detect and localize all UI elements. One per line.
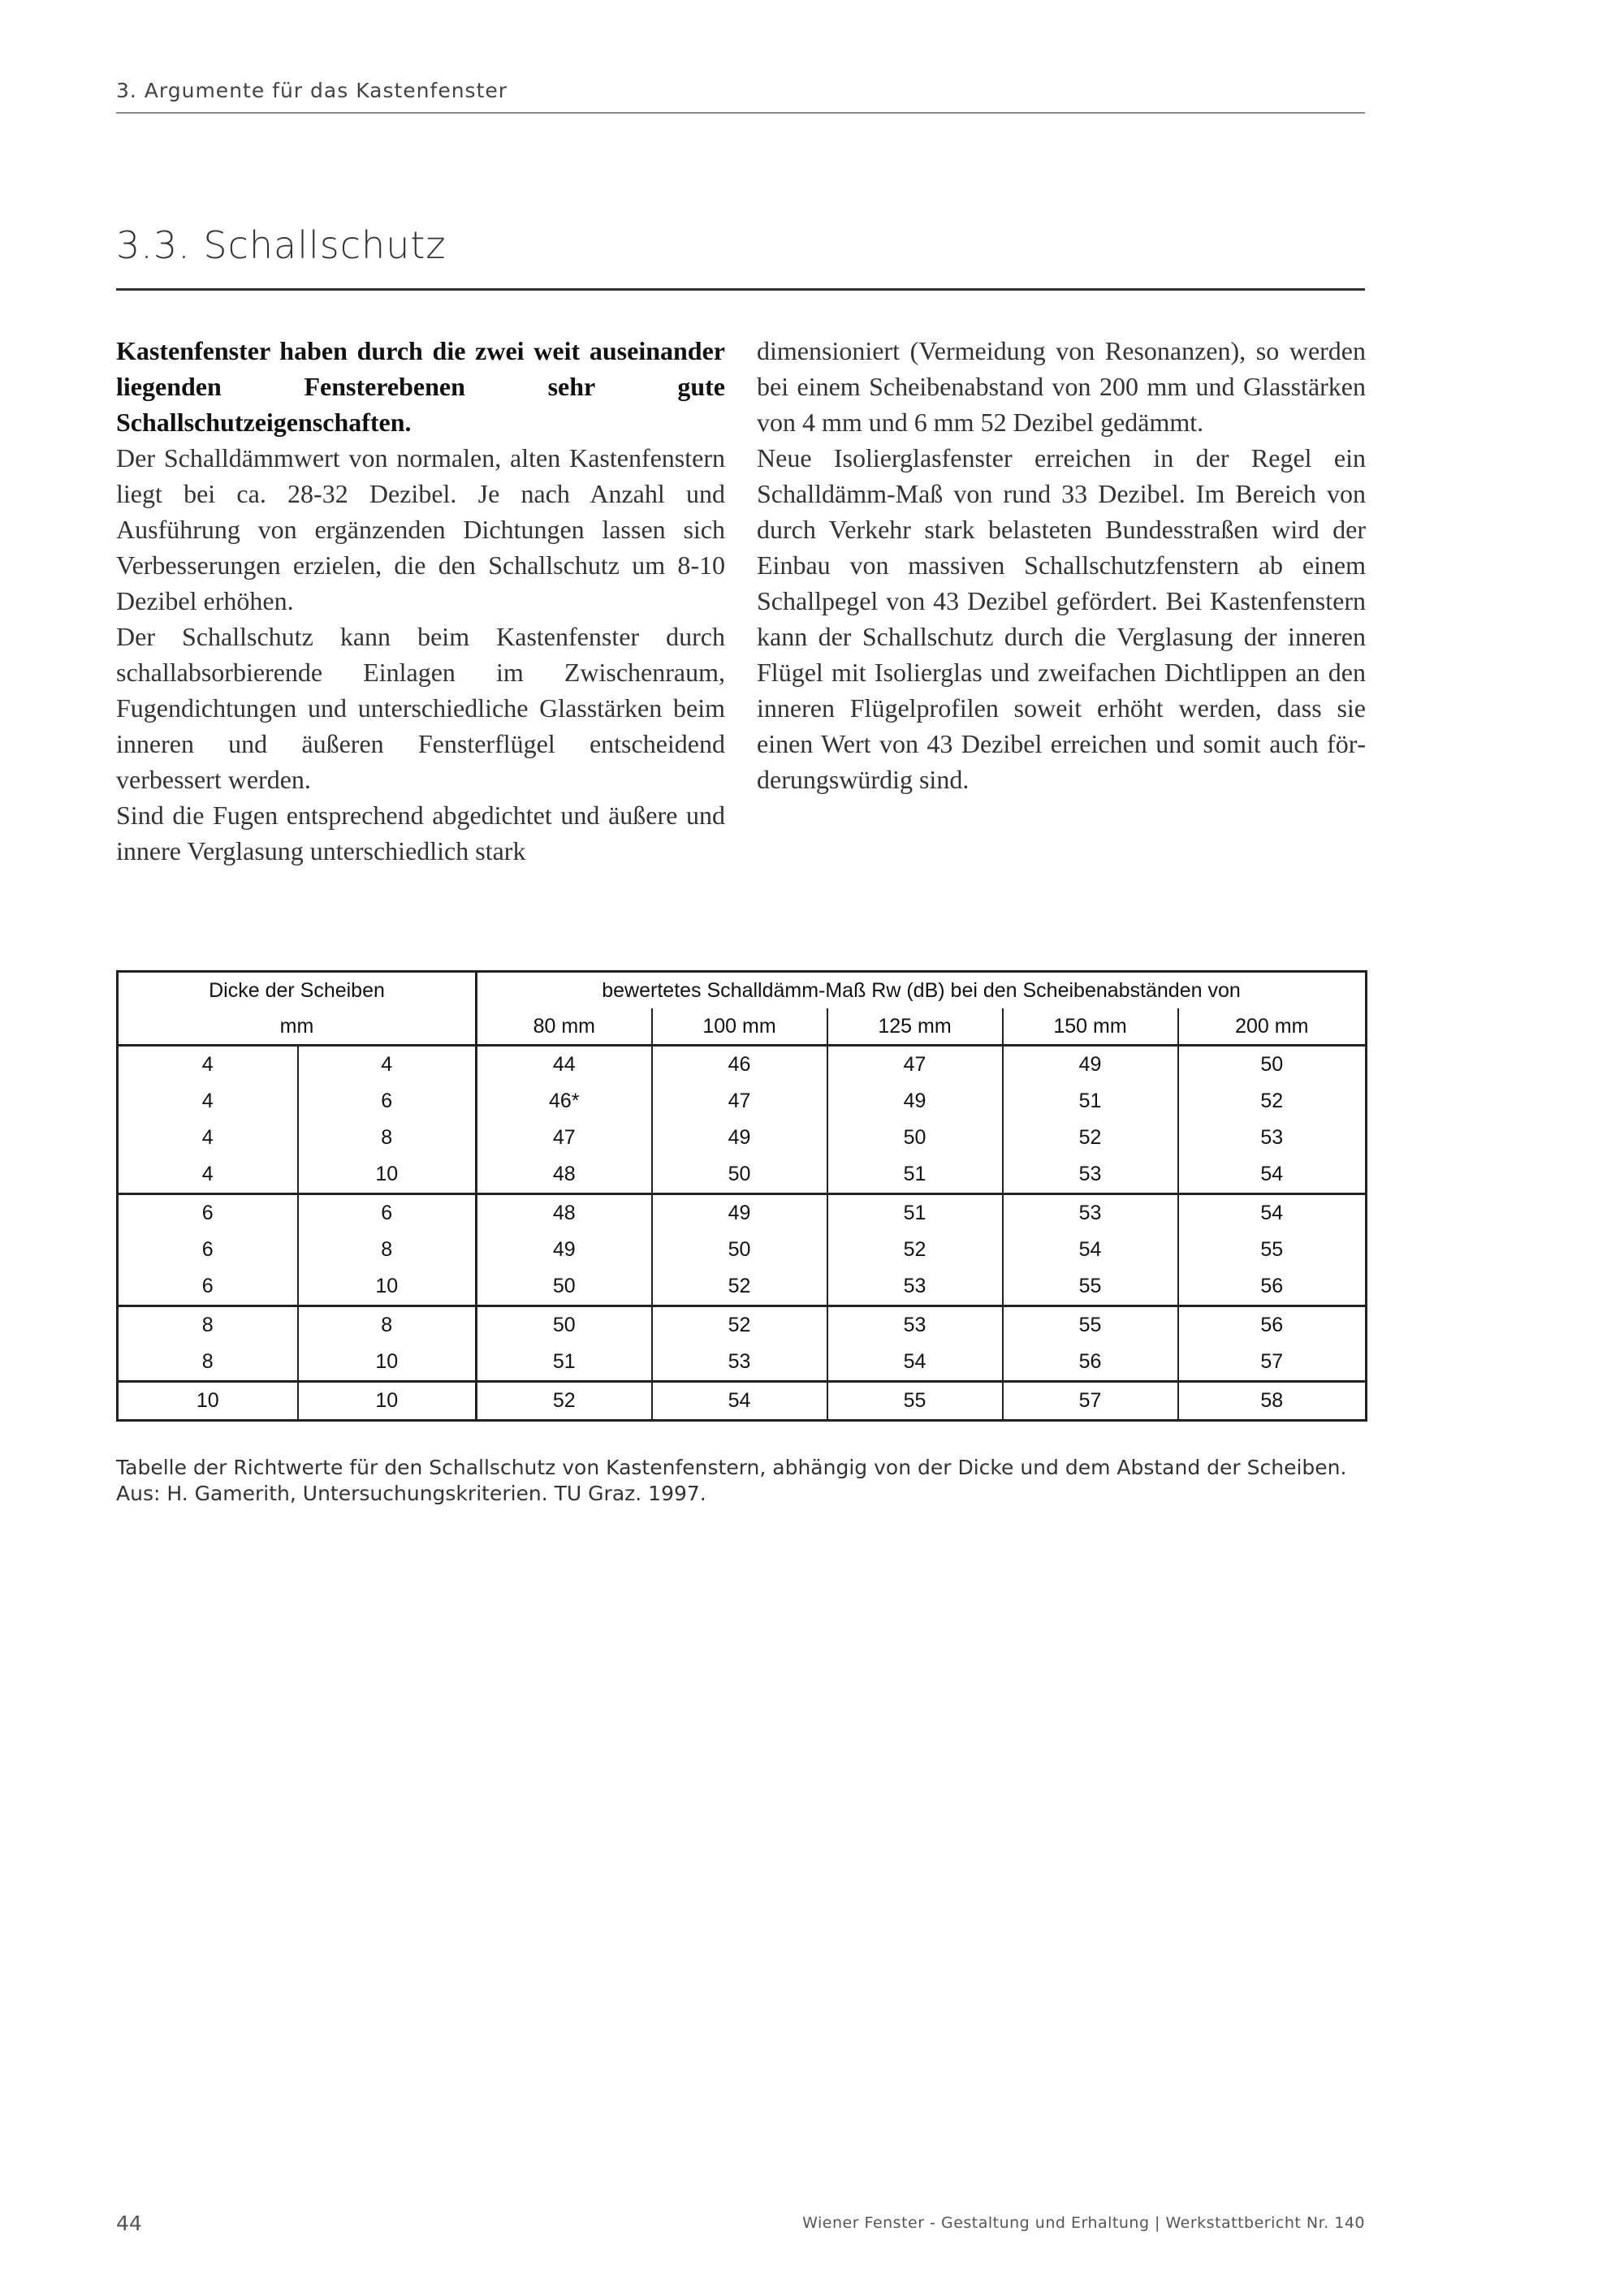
table-row [118,1232,1367,1268]
caption-line: Tabelle der Richtwerte für den Schallschutz von Kastenfenstern, abhängig von der Dicke und dem Abstand der Scheiben. [116,1456,1347,1479]
spacing-header: 80 mm [477,1008,652,1046]
thickness-cell: 10 [298,1382,477,1421]
spacing-header: 100 mm [652,1008,827,1046]
thickness-cell: 8 [298,1306,477,1344]
thickness-cell: 8 [298,1120,477,1156]
value-cell: 58 [1260,1389,1284,1412]
thickness-cell: 8 [118,1344,298,1382]
thickness-cell: 4 [298,1046,477,1084]
value-cell: 48 [477,1156,652,1194]
rating-header [477,972,1367,1009]
value-cell: 52 [1003,1120,1178,1156]
value-cell: 50 [827,1120,1003,1156]
caption-source: Aus: H. Gamerith, Untersuchungskriterien. TU Graz. 1997. [116,1482,706,1505]
value-cell: 51 [1003,1083,1178,1120]
spacing-header: 200 mm [1235,1014,1309,1038]
value-cell: 55 [1003,1268,1178,1306]
thickness-cell: 10 [298,1344,477,1382]
value-cell: 54 [1260,1202,1284,1224]
value-cell: 52 [652,1268,827,1306]
value-cell: 50 [477,1306,652,1344]
page-number: 44 [116,2212,142,2235]
spacing-header: 150 mm [1003,1008,1178,1046]
thickness-unit: mm [118,1008,477,1046]
value-cell: 53 [827,1306,1003,1344]
value-cell: 55 [1260,1238,1284,1261]
paragraph: dimensioniert (Vermeidung von Resonanzen), so werden bei einem Scheibenabstand von 200 mm und Glasstärken von 4 mm und 6 mm 52 Dezibel gedämmt. [757,336,1366,437]
value-cell: 47 [477,1120,652,1156]
value-cell: 57 [1260,1350,1284,1373]
thickness-cell: 6 [298,1194,477,1232]
value-cell: 55 [1003,1306,1178,1344]
value-cell: 49 [827,1083,1003,1120]
value-cell: 50 [477,1268,652,1306]
value-cell: 52 [1260,1090,1284,1112]
thickness-cell: 6 [118,1194,298,1232]
value-cell: 50 [652,1232,827,1268]
table-row [118,1046,1367,1084]
data-table [116,970,1367,1422]
table-row [118,1156,1367,1194]
value-cell: 49 [477,1232,652,1268]
value-cell: 51 [477,1344,652,1382]
value-cell: 50 [1260,1053,1284,1076]
value-cell: 52 [477,1382,652,1421]
lead-paragraph: Kastenfenster haben durch die zwei weit auseinander liegenden Fensterebenen sehr gute Schallschutzeigenschaften. [116,336,725,437]
value-cell: 53 [827,1268,1003,1306]
thickness-cell: 8 [298,1232,477,1268]
text-column-right [757,333,1366,797]
value-cell: 55 [827,1382,1003,1421]
value-cell: 57 [1003,1382,1178,1421]
value-cell: 49 [1003,1046,1178,1084]
value-cell: 53 [652,1344,827,1382]
thickness-header: Dicke der Scheiben [118,972,477,1009]
value-cell: 51 [827,1194,1003,1232]
value-cell: 51 [827,1156,1003,1194]
running-header: 3. Argumente für das Kastenfenster [116,79,508,102]
table-row [118,1083,1367,1120]
paragraph: Der Schalldämmwert von normalen, alten Kastenfenstern liegt bei ca. 28-32 Dezibel. Je nach Anzahl und Ausführung von ergänzenden Dichtungen lassen sich Verbesserungen erzielen, die den Schallschutz um 8-10 Dezibel erhöhen. [116,443,725,615]
spacing-header: 125 mm [827,1008,1003,1046]
value-cell: 56 [1003,1344,1178,1382]
sound-insulation-table [116,970,1365,1425]
thickness-cell: 6 [118,1232,298,1268]
value-cell: 53 [1003,1156,1178,1194]
value-cell: 54 [652,1382,827,1421]
thickness-cell: 4 [118,1156,298,1194]
thickness-cell: 10 [298,1268,477,1306]
thickness-cell: 4 [118,1046,298,1084]
value-cell: 46* [477,1083,652,1120]
text-column-left [116,333,725,869]
value-cell: 47 [652,1083,827,1120]
thickness-cell: 6 [118,1268,298,1306]
thickness-cell: 4 [118,1120,298,1156]
value-cell: 49 [652,1194,827,1232]
table-row [118,1306,1367,1344]
value-cell: 50 [652,1156,827,1194]
value-cell: 52 [652,1306,827,1344]
value-cell: 54 [827,1344,1003,1382]
publication-footer: Wiener Fenster - Gestaltung und Erhaltung | Werkstattbericht Nr. 140 [802,2214,1365,2232]
value-cell: 54 [1003,1232,1178,1268]
rating-header-text: bewertetes Schalldämm-Maß Rw (dB) bei den Scheibenabständen von [602,978,1241,1002]
table-body [118,1046,1367,1421]
value-cell: 44 [477,1046,652,1084]
table-row [118,1382,1367,1421]
value-cell: 52 [827,1232,1003,1268]
value-cell: 53 [1003,1194,1178,1232]
paragraph: Neue Isolierglasfenster erreichen in der Regel ein Schalldämm-Maß von rund 33 Dezibel. Im Bereich von durch Verkehr stark belasteten Bundesstraßen wird der Einbau von massiven Schallschutzfenstern ab einem Schallpegel von 43 Dezibel gefördert. Bei Kastenfenstern kann der Schallschutz durch die Verglasung der inneren Flügel mit Isolierglas und zweifachen Dichtlippen an den inneren Flügelprofilen soweit erhöht werden, dass sie einen Wert von 43 Dezibel erreichen und somit auch förderungswürdig sind. [757,443,1366,794]
value-cell: 54 [1260,1163,1284,1185]
header-rule [116,112,1365,114]
value-cell: 48 [477,1194,652,1232]
value-cell: 49 [652,1120,827,1156]
paragraph: Der Schallschutz kann beim Kastenfenster durch schallabsorbierende Einlagen im Zwischenraum, Fugendichtungen und unterschiedliche Glasstärken beim inneren und äußeren Fensterflügel entscheidend verbessert werden. [116,622,725,794]
thickness-cell: 8 [118,1306,298,1344]
table-row [118,1268,1367,1306]
thickness-cell: 10 [118,1382,298,1421]
thickness-cell: 6 [298,1083,477,1120]
thickness-cell: 10 [298,1156,477,1194]
section-rule [116,288,1365,291]
value-cell: 56 [1260,1314,1284,1336]
thickness-cell: 4 [118,1083,298,1120]
value-cell: 53 [1260,1126,1284,1149]
paragraph: Sind die Fugen entsprechend abgedichtet und äußere und innere Verglasung unterschiedlich stark [116,801,725,865]
table-caption [116,1455,1346,1507]
table-row [118,1120,1367,1156]
value-cell: 46 [652,1046,827,1084]
value-cell: 56 [1260,1275,1284,1297]
value-cell: 47 [827,1046,1003,1084]
table-row [118,1194,1367,1232]
section-title: 3.3. Schallschutz [116,223,447,267]
table-row [118,1344,1367,1382]
